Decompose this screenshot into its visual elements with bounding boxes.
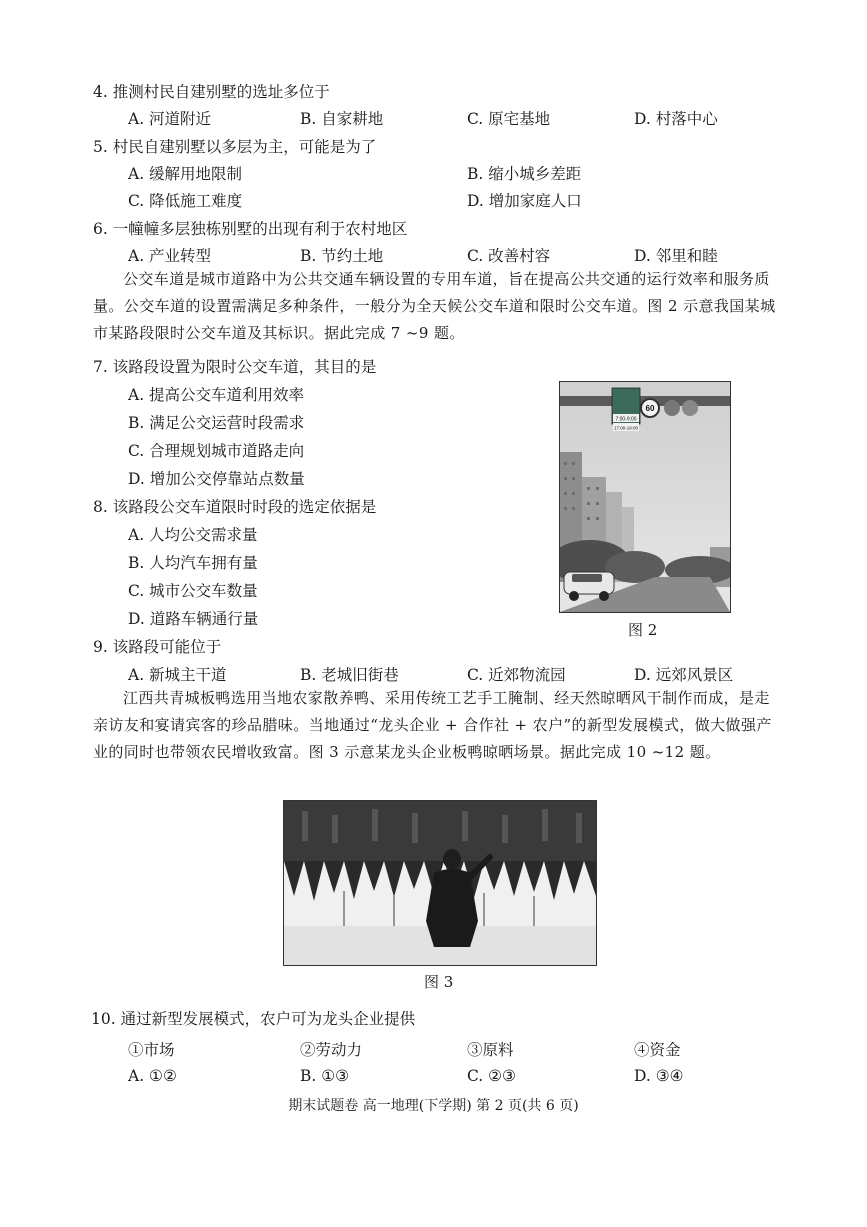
q4-option-b: B. 自家耕地 bbox=[300, 110, 384, 128]
q10-option-a: A. ①② bbox=[128, 1067, 177, 1085]
duck-drying-photo-illustration bbox=[284, 801, 596, 965]
q8-option-c: C. 城市公交车数量 bbox=[128, 582, 258, 600]
q7-option-c: C. 合理规划城市道路走向 bbox=[128, 442, 305, 460]
q8-option-b: B. 人均汽车拥有量 bbox=[128, 554, 258, 572]
q4-option-d: D. 村落中心 bbox=[634, 110, 718, 128]
figure-2-photo bbox=[559, 381, 731, 613]
q9-stem: 9. 该路段可能位于 bbox=[93, 638, 222, 656]
q7-stem: 7. 该路段设置为限时公交车道，其目的是 bbox=[93, 358, 377, 376]
q5-option-d: D. 增加家庭人口 bbox=[467, 192, 582, 210]
q8-option-a: A. 人均公交需求量 bbox=[128, 526, 258, 544]
q5-option-b: B. 缩小城乡差距 bbox=[467, 165, 582, 183]
q5-option-a: A. 缓解用地限制 bbox=[128, 165, 243, 183]
bus-lane-photo-illustration bbox=[560, 382, 730, 612]
q10-item-2: ②劳动力 bbox=[300, 1041, 363, 1059]
q7-option-b: B. 满足公交运营时段需求 bbox=[128, 414, 305, 432]
figure-3-photo bbox=[283, 800, 597, 966]
q9-option-d: D. 远郊风景区 bbox=[634, 666, 734, 684]
passage-bus-lane: 公交车道是城市道路中为公共交通车辆设置的专用车道，旨在提高公共交通的运行效率和服务质量。公交车道的设置需满足多种条件，一般分为全天候公交车道和限时公交车道。图 2 示意我国某城市某路段限时公交车道及其标识。据此完成 7 ~9 题。 bbox=[93, 270, 776, 342]
figure-3-caption: 图 3 bbox=[424, 973, 454, 991]
q5-stem: 5. 村民自建别墅以多层为主，可能是为了 bbox=[93, 138, 377, 156]
q10-option-d: D. ③④ bbox=[634, 1067, 684, 1085]
page-footer: 期末试题卷 高一地理(下学期) 第 2 页(共 6 页) bbox=[288, 1098, 579, 1114]
q10-stem: 10. 通过新型发展模式，农户可为龙头企业提供 bbox=[91, 1010, 416, 1028]
q5-option-c: C. 降低施工难度 bbox=[128, 192, 243, 210]
q4-stem: 4. 推测村民自建别墅的选址多位于 bbox=[93, 83, 330, 101]
q6-option-a: A. 产业转型 bbox=[128, 247, 212, 265]
q10-item-4: ④资金 bbox=[634, 1041, 681, 1059]
q7-option-a: A. 提高公交车道利用效率 bbox=[128, 386, 305, 404]
q9-option-c: C. 近郊物流园 bbox=[467, 666, 566, 684]
sign-time-1: 7:00-9:00 bbox=[615, 416, 637, 423]
q9-option-a: A. 新城主干道 bbox=[128, 666, 227, 684]
q10-option-c: C. ②③ bbox=[467, 1067, 516, 1085]
q8-stem: 8. 该路段公交车道限时时段的选定依据是 bbox=[93, 498, 377, 516]
q6-option-c: C. 改善村容 bbox=[467, 247, 551, 265]
q9-option-b: B. 老城旧街巷 bbox=[300, 666, 399, 684]
q6-stem: 6. 一幢幢多层独栋别墅的出现有利于农村地区 bbox=[93, 220, 408, 238]
q4-option-a: A. 河道附近 bbox=[128, 110, 212, 128]
q6-option-b: B. 节约土地 bbox=[300, 247, 384, 265]
q6-option-d: D. 邻里和睦 bbox=[634, 247, 718, 265]
q4-option-c: C. 原宅基地 bbox=[467, 110, 551, 128]
figure-2-caption: 图 2 bbox=[628, 621, 658, 639]
speed-limit-sign: 60 bbox=[645, 404, 655, 413]
q10-item-1: ①市场 bbox=[128, 1041, 175, 1059]
passage-salted-duck: 江西共青城板鸭选用当地农家散养鸭、采用传统工艺手工腌制、经天然晾晒风干制作而成，是走亲访友和宴请宾客的珍品腊味。当地通过“龙头企业 + 合作社 + 农户”的新型发展模式，做大做强产业的同时也带领农民增收致富。图 3 示意某龙头企业板鸭晾晒场景。据此完成 10 ~12 题。 bbox=[93, 689, 772, 761]
q7-option-d: D. 增加公交停靠站点数量 bbox=[128, 470, 305, 488]
q10-option-b: B. ①③ bbox=[300, 1067, 350, 1085]
sign-time-2: 17:00-19:00 bbox=[613, 425, 639, 431]
q10-item-3: ③原料 bbox=[467, 1041, 514, 1059]
q8-option-d: D. 道路车辆通行量 bbox=[128, 610, 259, 628]
